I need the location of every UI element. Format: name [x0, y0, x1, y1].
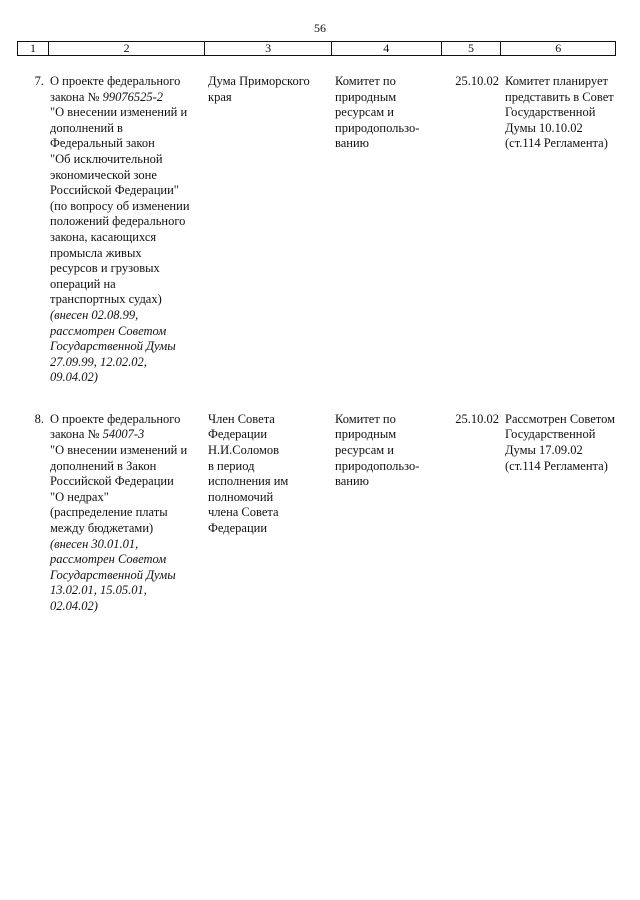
committee — [332, 412, 442, 615]
initiator-line: полномочий — [208, 489, 274, 504]
bill-subject-line: "Об исключительной — [50, 151, 163, 166]
initiator-line: Федерации — [208, 521, 268, 536]
initiator-line: края — [208, 89, 232, 104]
bills-table — [17, 41, 616, 615]
bill-subject-line: Российской Федерации" — [50, 183, 179, 198]
note-line: (ст.114 Регламента) — [505, 458, 608, 473]
bill-subject-line: транспортных судах) — [50, 292, 162, 307]
note-line: Комитет планирует — [505, 74, 608, 88]
bill-history-line: 02.04.02) — [50, 599, 98, 613]
initiator — [205, 412, 332, 615]
committee-line: ресурсам и — [335, 443, 394, 458]
header-col-6: 6 — [555, 41, 562, 55]
bill-number: 54007-3 — [102, 427, 145, 442]
bill-subject-line: О проекте федерального — [50, 74, 181, 88]
bill-history-line: (внесен 02.08.99, — [50, 307, 139, 322]
header-col-2: 2 — [49, 42, 205, 55]
bill-history-line: (внесен 30.01.01, — [50, 536, 139, 551]
committee-line: Комитет по — [335, 74, 396, 88]
bill-subject-line: "О внесении изменений и — [50, 443, 188, 458]
note-line: Думы 10.10.02 — [505, 120, 583, 135]
initiator-line: Член Совета — [208, 411, 275, 426]
bill-number-line: закона № 99076525-2 — [50, 89, 164, 104]
header-col-1: 1 — [18, 42, 49, 55]
bill-subject-line: "О внесении изменений и — [50, 105, 188, 120]
committee-line: ванию — [335, 136, 370, 151]
bill-subject-line: положений федерального — [50, 214, 186, 229]
committee-line: природным — [335, 89, 397, 104]
date: 25.10.02 — [455, 74, 499, 88]
header-col-4: 4 — [332, 42, 442, 55]
note-line: представить в Совет — [505, 89, 614, 104]
table-header-row — [17, 41, 616, 56]
header-col-3: 3 — [205, 42, 332, 55]
committee-line: Комитет по — [335, 411, 396, 426]
committee-line: ванию — [335, 474, 370, 489]
bill-subject-line: О проекте федерального — [50, 411, 181, 426]
initiator-line: в период — [208, 458, 255, 473]
bill-subject-line: дополнений в Закон — [50, 458, 157, 473]
bill-subject-line: между бюджетами) — [50, 521, 154, 536]
bill-history-line: 09.04.02) — [50, 370, 98, 385]
committee-line: природным — [335, 427, 397, 442]
table-row — [17, 412, 616, 615]
initiator-line: Н.И.Соломов — [208, 443, 280, 458]
note-line: Думы 17.09.02 — [505, 443, 583, 458]
note — [502, 412, 616, 615]
note-line: Государственной — [505, 427, 596, 442]
bill-history-line: Государственной Думы — [50, 567, 176, 582]
bill-subject-line: экономической зоне — [50, 167, 157, 182]
initiator-line: Федерации — [208, 427, 268, 442]
bill-subject — [48, 412, 205, 615]
bill-number-line: закона № 54007-3 — [50, 427, 145, 442]
bill-subject-line: "О недрах" — [50, 489, 109, 504]
initiator-line: исполнения им — [208, 474, 289, 489]
committee-line: природопользо- — [335, 120, 420, 135]
page-number: 56 — [314, 21, 326, 35]
bill-subject — [48, 74, 205, 386]
initiator — [205, 74, 332, 386]
header-col-5: 5 — [442, 42, 502, 55]
bill-history-line: 13.02.01, 15.05.01, — [50, 583, 147, 598]
note — [502, 74, 616, 386]
bill-subject-line: промысла живых — [50, 245, 142, 260]
row-number: 7. — [34, 74, 44, 88]
initiator-line: Дума Приморского — [208, 74, 310, 88]
bill-subject-line: дополнений в — [50, 120, 123, 135]
note-line: Государственной — [505, 105, 596, 120]
bill-subject-line: операций на — [50, 276, 116, 291]
row-number: 8. — [34, 411, 44, 426]
bill-subject-line: ресурсов и грузовых — [50, 261, 160, 276]
bill-subject-line: закона, касающихся — [50, 229, 157, 244]
note-line: (ст.114 Регламента) — [505, 136, 608, 151]
note-line: Рассмотрен Советом — [505, 411, 616, 426]
table-row — [17, 74, 616, 386]
bill-history-line: Государственной Думы — [50, 339, 176, 354]
bill-number: 99076525-2 — [102, 89, 164, 104]
bill-subject-line: Федеральный закон — [50, 136, 155, 151]
table-body — [17, 74, 616, 615]
bill-history-line: 27.09.99, 12.02.02, — [50, 354, 147, 369]
committee-line: природопользо- — [335, 458, 420, 473]
bill-history-line: рассмотрен Советом — [50, 323, 167, 338]
committee-line: ресурсам и — [335, 105, 394, 120]
date: 25.10.02 — [455, 411, 499, 426]
initiator-line: члена Совета — [208, 505, 279, 520]
bill-history-line: рассмотрен Советом — [50, 552, 167, 567]
bill-subject-line: (по вопросу об изменении — [50, 198, 190, 213]
committee — [332, 74, 442, 386]
bill-subject-line: (распределение платы — [50, 505, 168, 520]
bill-subject-line: Российской Федерации — [50, 474, 174, 489]
